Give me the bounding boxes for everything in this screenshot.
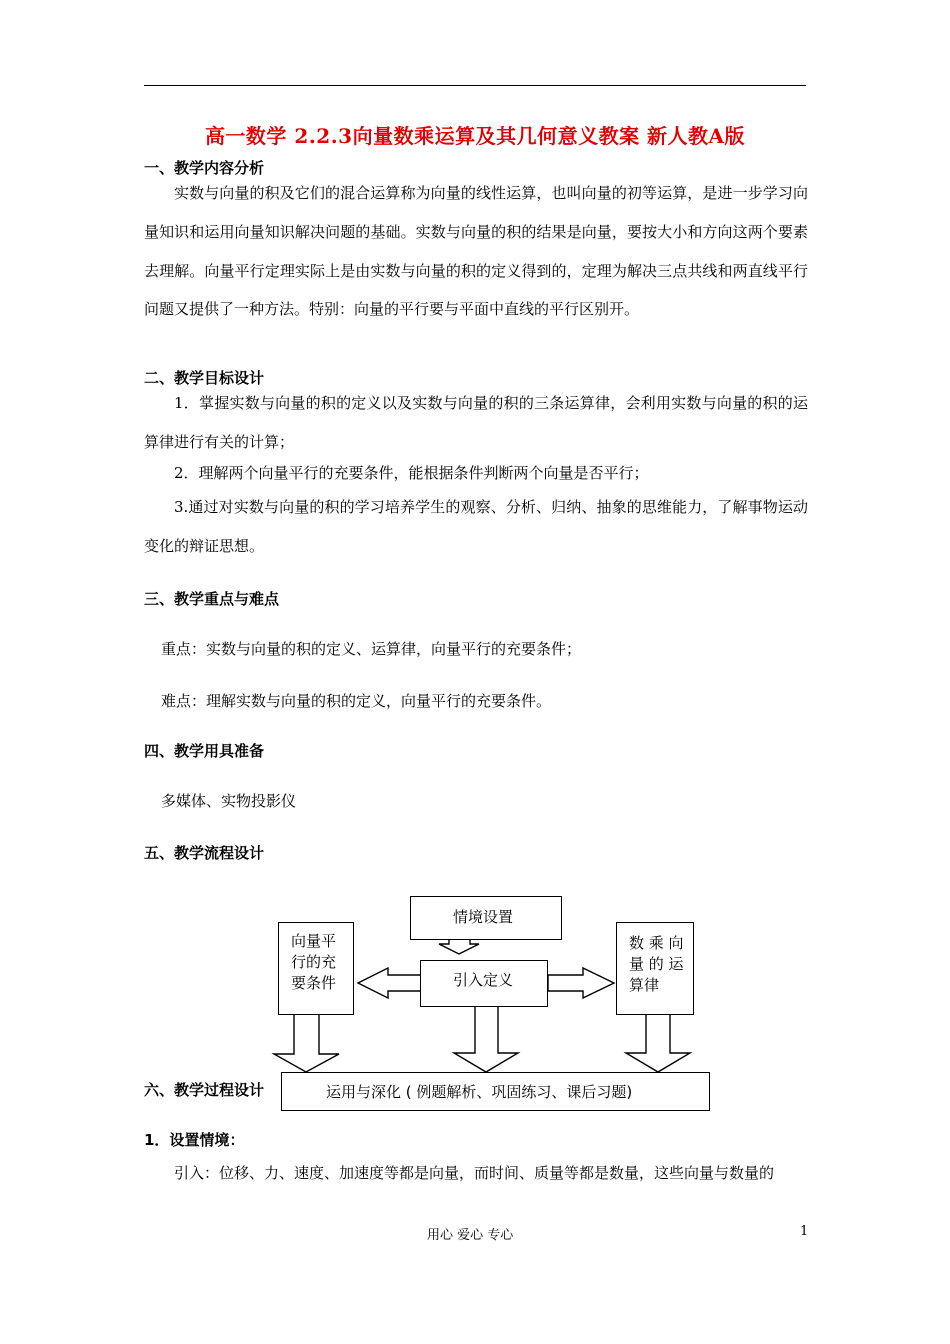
flow-label-left-2: 行的充	[291, 953, 337, 971]
down-arrow-center	[454, 1005, 518, 1072]
flow-box-apply	[281, 1072, 710, 1111]
flow-box-parallel-condition	[278, 922, 354, 1015]
section-heading-content-analysis: 一、教学内容分析	[144, 159, 265, 177]
situation-intro-text: 引入：位移、力、速度、加速度等都是向量，而时间、质量等都是数量，这些向量与数量的	[174, 1164, 775, 1182]
section-heading-tools: 四、教学用具准备	[144, 742, 265, 760]
flow-label-left-3: 要条件	[291, 974, 337, 992]
down-arrow-situation	[439, 938, 479, 954]
flow-label-left-1: 向量平	[291, 932, 337, 950]
subsection-heading-situation: 1．设置情境：	[144, 1131, 245, 1149]
down-arrow-left	[274, 1014, 339, 1072]
flow-label-right-3: 算律	[629, 976, 660, 994]
difficulty-text: 难点：理解实数与向量的积的定义，向量平行的充要条件。	[161, 692, 552, 710]
section-heading-key-points: 三、教学重点与难点	[144, 590, 280, 608]
flow-box-situation	[410, 896, 562, 940]
flow-label-right-2: 量 的 运	[629, 955, 684, 973]
document-title: 高一数学 2.2.3向量数乘运算及其几何意义教案 新人教A版	[204, 124, 746, 148]
section-heading-goals: 二、教学目标设计	[144, 369, 265, 387]
key-point-text: 重点：实数与向量的积的定义、运算律，向量平行的充要条件；	[161, 640, 582, 658]
section-heading-flow: 五、教学流程设计	[144, 844, 265, 862]
flow-label-apply: 运用与深化 ( 例题解析、巩固练习、课后习题)	[326, 1083, 633, 1101]
flow-box-scalar-rules	[616, 922, 694, 1015]
down-arrow-right	[626, 1014, 690, 1072]
flow-label-situation: 情境设置	[453, 908, 514, 926]
flow-box-define	[420, 960, 548, 1007]
left-arrow	[358, 968, 422, 998]
footer-slogan: 用心 爱心 专心	[427, 1228, 514, 1243]
flow-label-define: 引入定义	[453, 971, 514, 989]
section-heading-process: 六、教学过程设计	[144, 1081, 265, 1099]
page-number: 1	[800, 1224, 809, 1239]
tools-text: 多媒体、实物投影仪	[161, 792, 297, 810]
goal-item-3: 3.通过对实数与向量的积的学习培养学生的观察、分析、归纳、抽象的思维能力，了解事物运动变化的辩证思想。	[144, 498, 808, 555]
right-arrow	[548, 968, 614, 998]
flow-label-right-1: 数 乘 向	[629, 934, 684, 952]
content-analysis-paragraph: 实数与向量的积及它们的混合运算称为向量的线性运算，也叫向量的初等运算，是进一步学习向量知识和运用向量知识解决问题的基础。实数与向量的积的结果是向量，要按大小和方向这两个要素去理解。向量平行定理实际上是由实数与向量的积的定义得到的，定理为解决三点共线和两直线平行问题又提供了一种方法。特别：向量的平行要与平面中直线的平行区别开。	[144, 184, 808, 319]
goal-item-2: 2．理解两个向量平行的充要条件，能根据条件判断两个向量是否平行；	[174, 464, 649, 482]
goal-item-1: 1．掌握实数与向量的积的定义以及实数与向量的积的三条运算律，会利用实数与向量的积的运算律进行有关的计算；	[144, 394, 808, 451]
